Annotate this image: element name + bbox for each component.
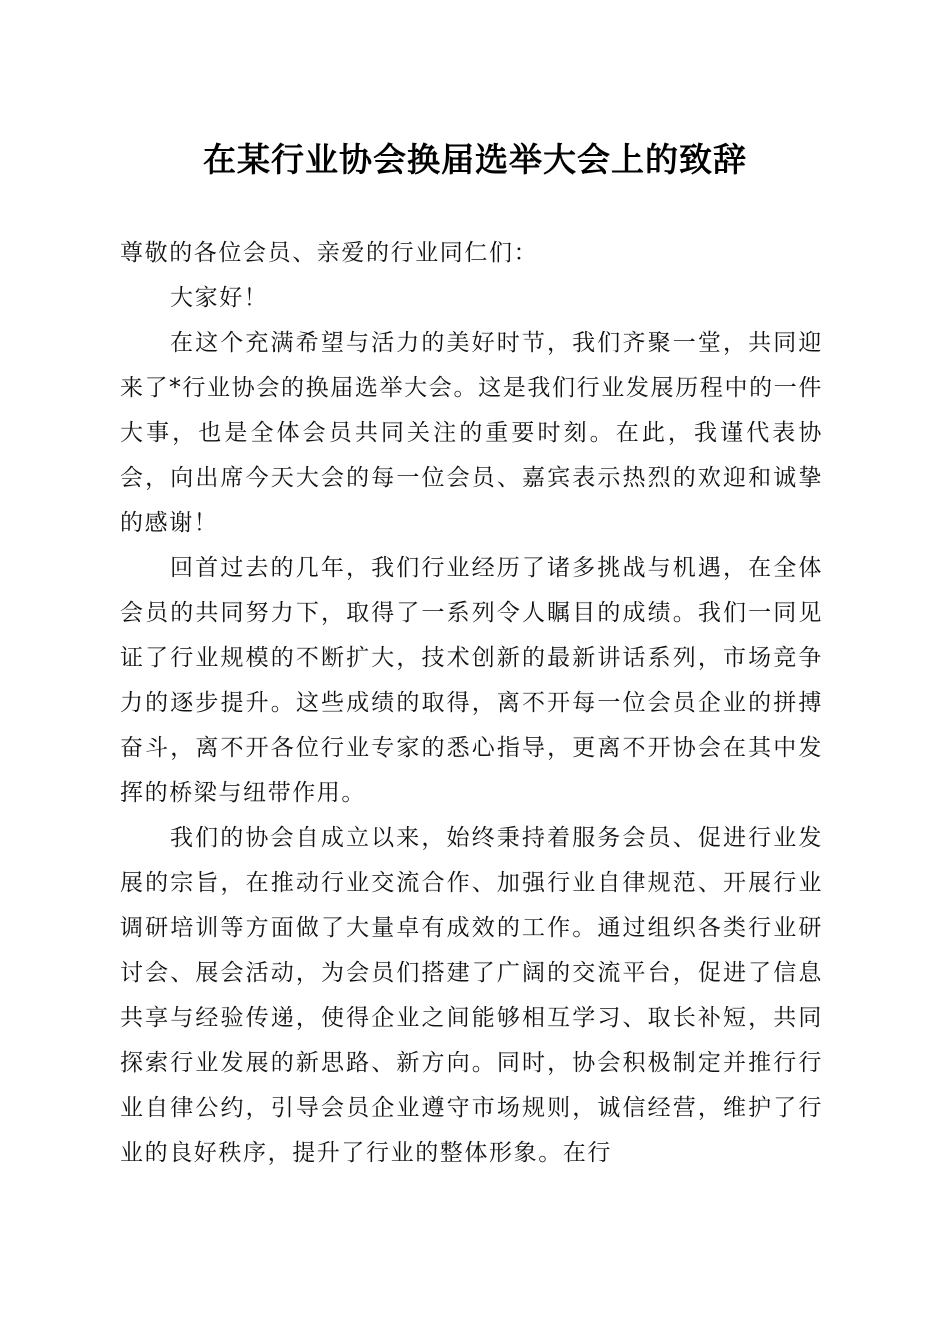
document-title: 在某行业协会换届选举大会上的致辞 <box>203 140 747 179</box>
document-body <box>120 231 823 1176</box>
paragraph-greeting: 大家好！ <box>170 285 269 311</box>
paragraph-association-work: 我们的协会自成立以来，始终秉持着服务会员、促进行业发展的宗旨，在推动行业交流合作、加强行业自律规范、开展行业调研培训等方面做了大量卓有成效的工作。通过组织各类行业研讨会、展会活动，为会员们搭建了广阔的交流平台，促进了信息共享与经验传递，使得企业之间能够相互学习、取长补短，共同探索行业发展的新思路、新方向。同时，协会积极制定并推行行业自律公约，引导会员企业遵守市场规则，诚信经营，维护了行业的良好秩序，提升了行业的整体形象。在行 <box>120 825 823 1166</box>
salutation: 尊敬的各位会员、亲爱的行业同仁们： <box>120 240 539 266</box>
paragraph-opening: 在这个充满希望与活力的美好时节，我们齐聚一堂，共同迎来了*行业协会的换届选举大会。这是我们行业发展历程中的一件大事，也是全体会员共同关注的重要时刻。在此，我谨代表协会，向出席今天大会的每一位会员、嘉宾表示热烈的欢迎和诚挚的感谢！ <box>120 330 823 536</box>
paragraph-review: 回首过去的几年，我们行业经历了诸多挑战与机遇，在全体会员的共同努力下，取得了一系列令人瞩目的成绩。我们一同见证了行业规模的不断扩大，技术创新的最新讲话系列，市场竞争力的逐步提升。这些成绩的取得，离不开每一位会员企业的拼搏奋斗，离不开各位行业专家的悉心指导，更离不开协会在其中发挥的桥梁与纽带作用。 <box>120 555 823 806</box>
